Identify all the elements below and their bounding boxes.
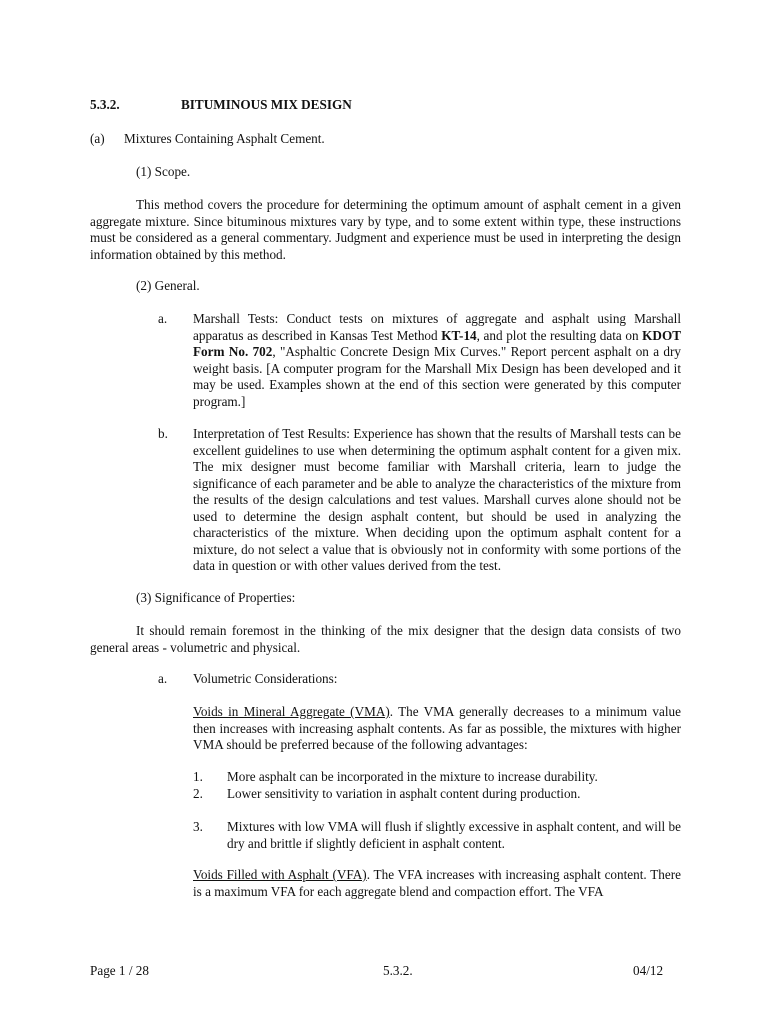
- volumetric-letter: a.: [158, 671, 168, 686]
- significance-heading: (3) Significance of Properties:: [136, 590, 296, 605]
- list-item-3-text: Mixtures with low VMA will flush if slightly excessive in asphalt content, and will be dry and brittle if slightly deficient in asphalt content.: [227, 819, 681, 851]
- section-title: BITUMINOUS MIX DESIGN: [181, 97, 352, 112]
- list-item-1-text: More asphalt can be incorporated in the mixture to increase durability.: [227, 769, 598, 784]
- general-item-b-letter: b.: [158, 426, 168, 441]
- part-a-letter: (a): [90, 131, 105, 146]
- general-item-a-letter: a.: [158, 311, 168, 326]
- scope-paragraph: This method covers the procedure for determining the optimum amount of asphalt cement in a given aggregate mixture. Since bituminous mixtures vary by type, and to some extent within type, these instructions must be considered as a general commentary. Judgment and experience must be used in interpreting the design information obtained by this method.: [90, 197, 681, 262]
- general-item-b-text: Interpretation of Test Results: Experience has shown that the results of Marshall tests can be excellent guidelines to use when determining the optimum asphalt content for a given mix. The mix designer must become familiar with Marshall criteria, learn to judge the significance of each parameter and be able to analyze the characteristics of the mixture from the results of the design calculations and test values. Marshall curves alone should not be used to determine the design asphalt content, but should be used in analyzing the characteristics of the mixture. When deciding upon the optimum asphalt content for a mixture, do not select a value that is obviously not in conformity with some portions of the data in question or with other values derived from the test.: [193, 426, 681, 573]
- volumetric-title: Volumetric Considerations:: [193, 671, 338, 686]
- section-number: 5.3.2.: [90, 97, 120, 112]
- list-item-1-num: 1.: [193, 769, 203, 784]
- significance-paragraph: It should remain foremost in the thinking of the mix designer that the design data consists of two general areas - volumetric and physical.: [90, 623, 681, 655]
- general-item-a-text: Marshall Tests: Conduct tests on mixtures of aggregate and asphalt using Marshall apparatus as described in Kansas Test Method KT-14, and plot the resulting data on KDOT Form No. 702, "Asphaltic Concrete Design Mix Curves." Report percent asphalt on a dry weight basis. [A computer program for the Marshall Mix Design has been developed and it may be used. Examples shown at the end of this section were generated by this computer program.]: [193, 311, 682, 409]
- footer-date: 04/12: [633, 963, 664, 978]
- vfa-title: Voids Filled with Asphalt (VFA): [193, 867, 367, 882]
- vma-paragraph: Voids in Mineral Aggregate (VMA). The VMA generally decreases to a minimum value then increases with increasing asphalt contents. As far as possible, the mixtures with higher VMA should be preferred because of the following advantages:: [193, 704, 681, 752]
- list-item-3-num: 3.: [193, 819, 203, 834]
- scope-heading: (1) Scope.: [136, 164, 191, 179]
- vma-title: Voids in Mineral Aggregate (VMA): [193, 704, 390, 719]
- general-heading: (2) General.: [136, 278, 200, 293]
- part-a-title: Mixtures Containing Asphalt Cement.: [124, 131, 325, 146]
- footer-page-number: Page 1 / 28: [90, 963, 149, 978]
- list-item-2-text: Lower sensitivity to variation in asphalt content during production.: [227, 786, 581, 801]
- footer-section: 5.3.2.: [383, 963, 413, 978]
- list-item-2-num: 2.: [193, 786, 203, 801]
- vfa-paragraph: Voids Filled with Asphalt (VFA). The VFA increases with increasing asphalt content. There is a maximum VFA for each aggregate blend and compaction effort. The VFA: [193, 867, 681, 899]
